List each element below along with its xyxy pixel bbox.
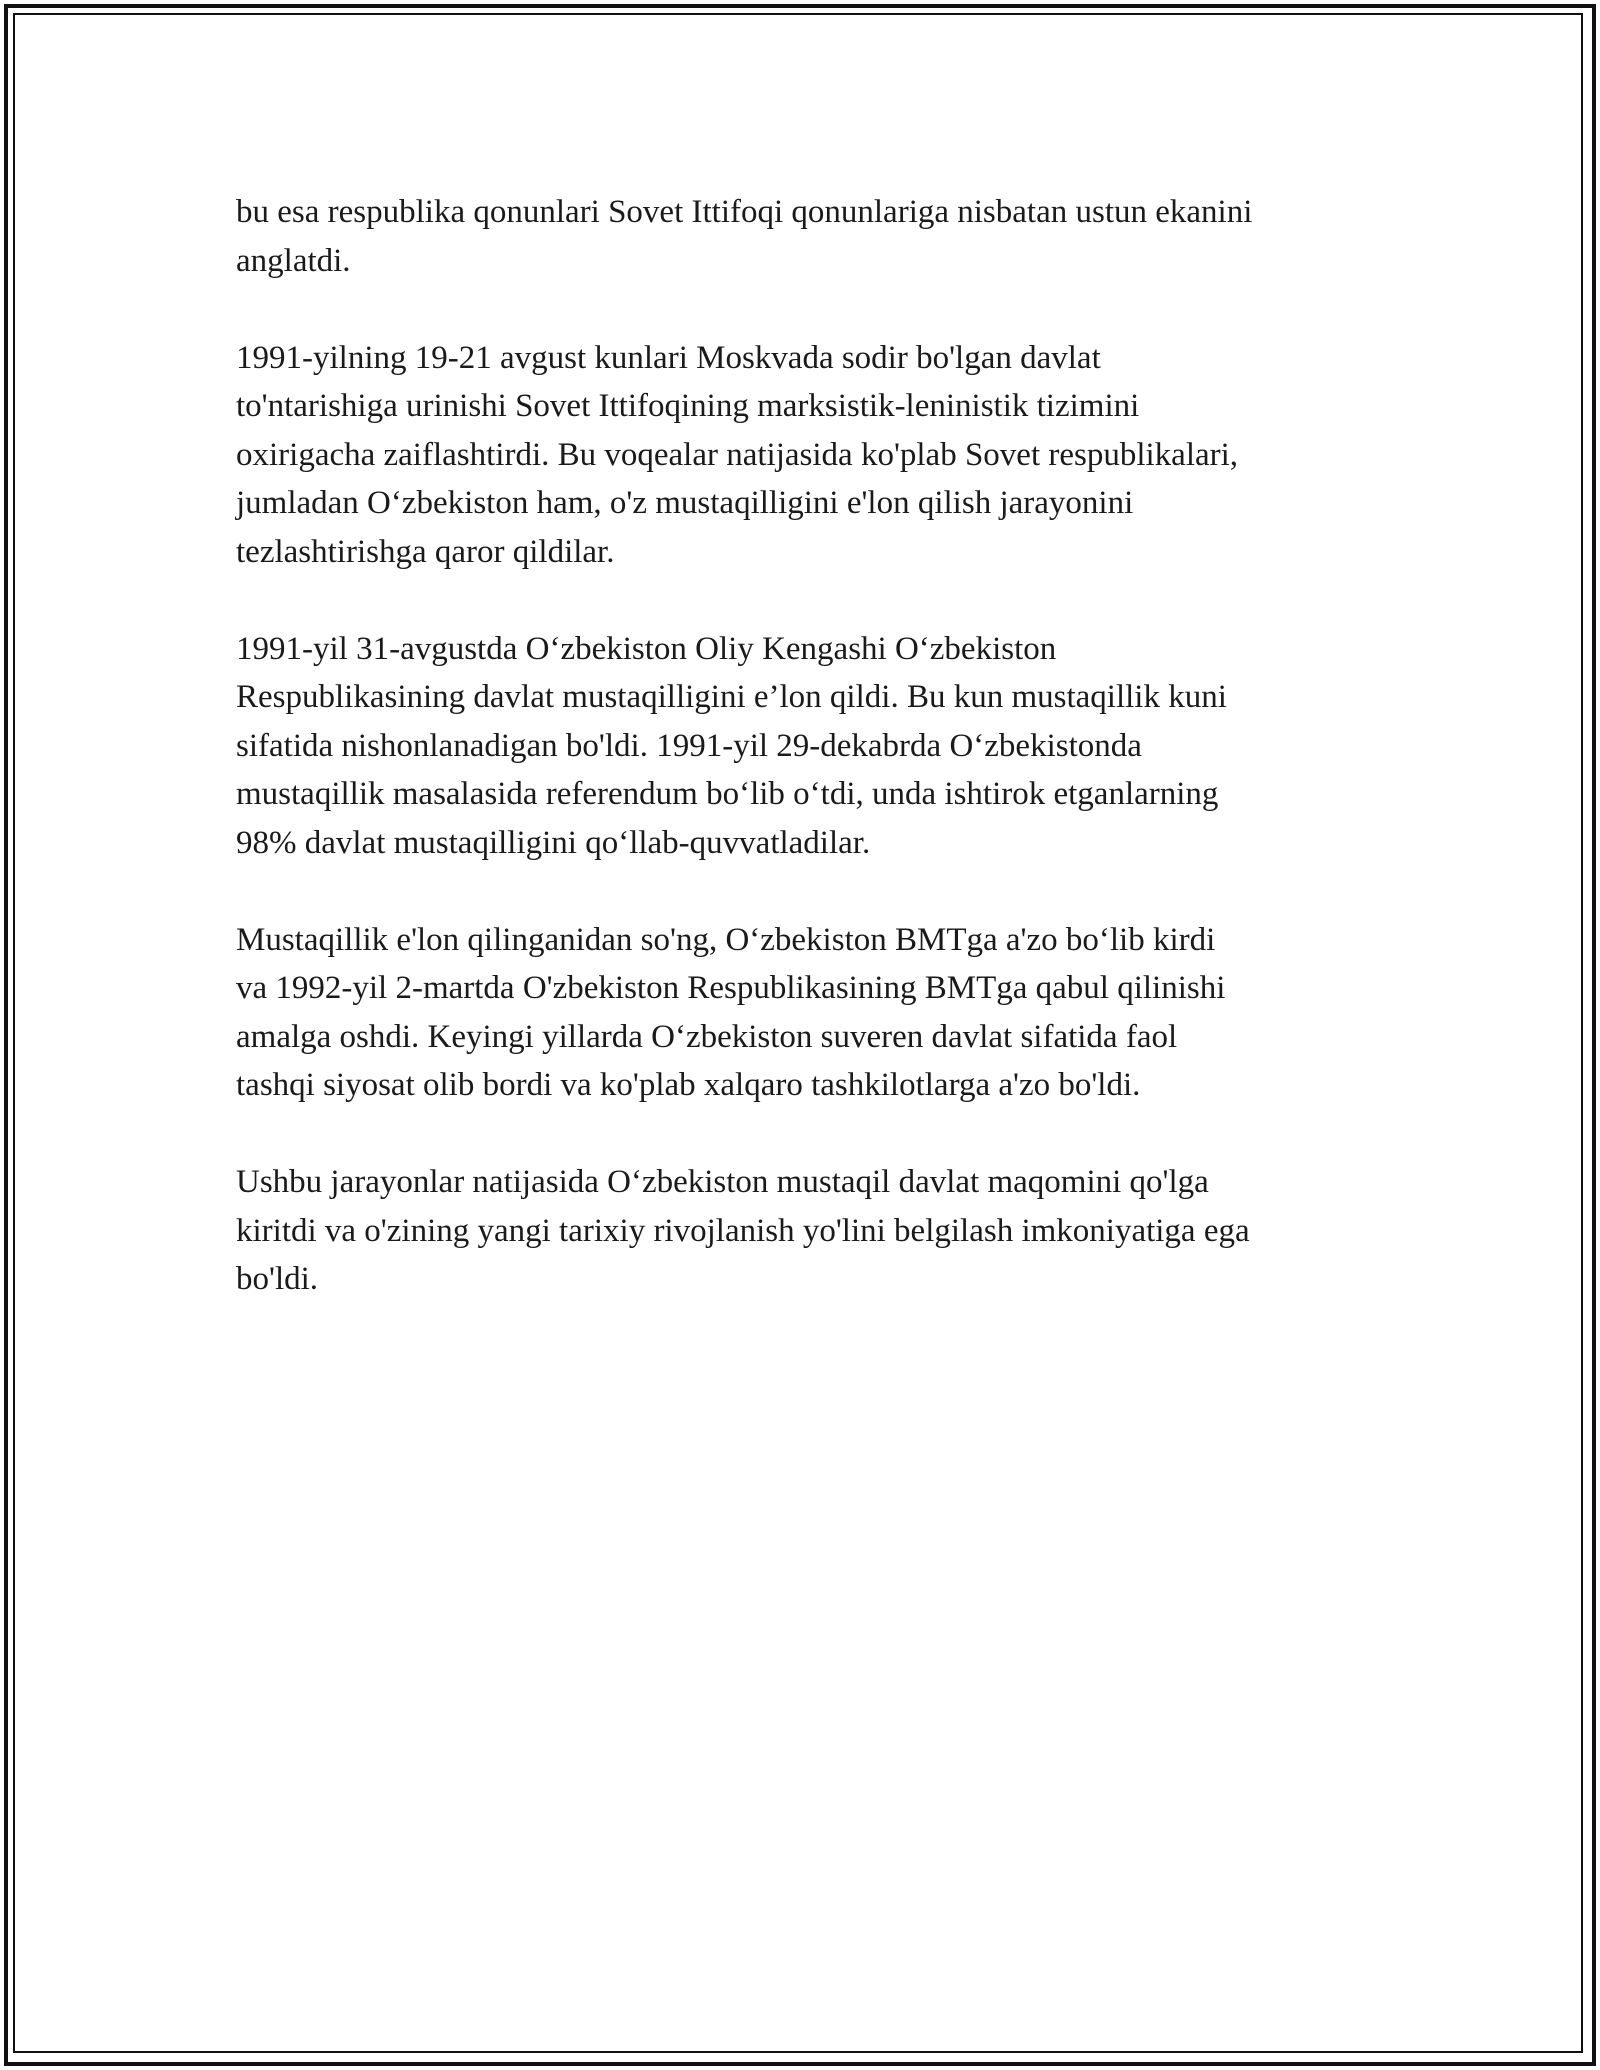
paragraph-5 — [236, 1158, 1386, 1304]
text-line: Ushbu jarayonlar natijasida Oʻzbekiston mustaqil davlat maqomini qo'lga — [236, 1164, 1209, 1200]
document-body — [236, 188, 1386, 1352]
text-line: 1991-yil 31-avgustda Oʻzbekiston Oliy Kengashi Oʻzbekiston — [236, 630, 1057, 667]
text-line: kiritdi va o'zining yangi tarixiy rivojlanish yo'lini belgilash imkoniyatiga ega — [236, 1212, 1250, 1249]
text-line: to'ntarishiga urinishi Sovet Ittifoqining marksistik-leninistik tizimini — [236, 388, 1140, 424]
text-line: jumladan Oʻzbekiston ham, o'z mustaqilligini e'lon qilish jarayonini — [236, 485, 1134, 521]
paragraph-1 — [236, 188, 1386, 285]
paragraph-2 — [236, 334, 1386, 577]
text-line: Mustaqillik e'lon qilinganidan so'ng, Oʻzbekiston BMTga a'zo boʻlib kirdi — [236, 921, 1216, 958]
text-line: bu esa respublika qonunlari Sovet Ittifoqi qonunlariga nisbatan ustun ekanini — [236, 194, 1253, 230]
text-line: amalga oshdi. Keyingi yillarda Oʻzbekiston suveren davlat sifatida faol — [236, 1018, 1178, 1055]
paragraph-3 — [236, 625, 1386, 868]
text-line: 98% davlat mustaqilligini qoʻllab-quvvatladilar. — [236, 824, 871, 861]
text-line: tashqi siyosat olib bordi va ko'plab xalqaro tashkilotlarga a'zo bo'ldi. — [236, 1067, 1141, 1103]
text-line: oxirigacha zaiflashtirdi. Bu voqealar natijasida ko'plab Sovet respublikalari, — [236, 436, 1239, 473]
paragraph-4 — [236, 916, 1386, 1110]
text-line: bo'ldi. — [236, 1261, 319, 1297]
text-line: Respublikasining davlat mustaqilligini e’lon qildi. Bu kun mustaqillik kuni — [236, 679, 1227, 715]
text-line: anglatdi. — [236, 242, 351, 279]
text-line: sifatida nishonlanadigan bo'ldi. 1991-yil 29-dekabrda Oʻzbekistonda — [236, 727, 1142, 764]
text-line: 1991-yilning 19-21 avgust kunlari Moskvada sodir bo'lgan davlat — [236, 339, 1101, 376]
text-line: tezlashtirishga qaror qildilar. — [236, 533, 615, 570]
text-line: va 1992-yil 2-martda O'zbekiston Respublikasining BMTga qabul qilinishi — [236, 970, 1226, 1006]
text-line: mustaqillik masalasida referendum boʻlib oʻtdi, unda ishtirok etganlarning — [236, 776, 1219, 812]
